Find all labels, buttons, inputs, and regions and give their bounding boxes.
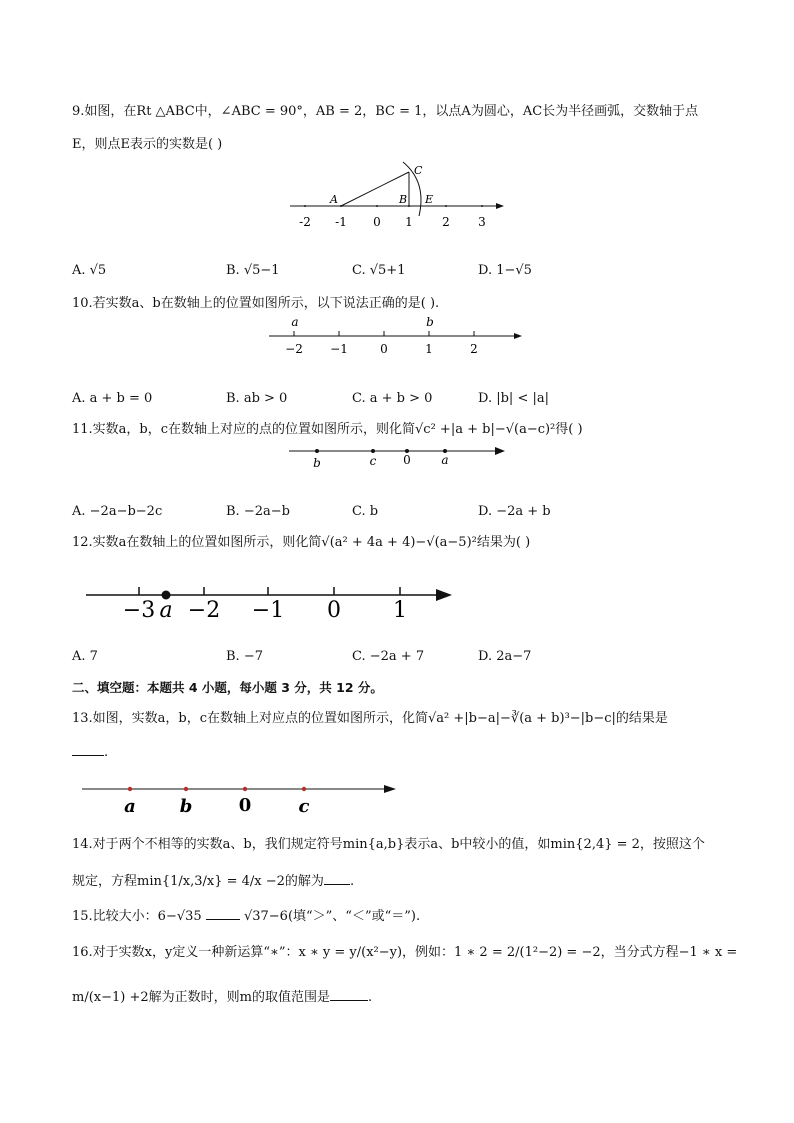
q14-stem-line2: 规定，方程min{1/x,3/x} = 4/x −2的解为 . [72, 874, 355, 889]
q9-tick-label: 0 [373, 215, 381, 229]
q9-tick-label: 1 [405, 215, 413, 229]
q11-option-d: D. −2a + b [478, 504, 551, 519]
q12-option-c: C. −2a + 7 [352, 649, 425, 664]
q13-point-label-a: a [124, 796, 136, 817]
q10-tick-label: 0 [380, 342, 388, 356]
answer-blank[interactable] [206, 907, 240, 920]
q9-stem-line1: 9.如图，在Rt △ABC中，∠ABC = 90°，AB = 2，BC = 1，以点A为圆心，AC长为半径画弧，交数轴于点 [72, 104, 699, 119]
q16-stem-line1: 16.对于实数x，y定义一种新运算“∗”：x ∗ y = y/(x²−y)，例如：1 ∗ 2 = 2/(1²−2) = −2，当分式方程−1 ∗ x = [72, 945, 738, 960]
q12-option-b: B. −7 [226, 649, 263, 664]
q10-tick-label: −2 [285, 342, 303, 356]
answer-blank[interactable] [330, 988, 368, 1001]
q10-point-label-b: b [426, 315, 434, 329]
q9-option-a: A. √5 [72, 263, 107, 278]
q12-tick-label: −2 [187, 598, 221, 623]
q10-option-a: A. a + b = 0 [72, 391, 153, 406]
q10-tick-label: −1 [330, 342, 348, 356]
q13-number-line-figure [78, 778, 400, 818]
q9-option-c: C. √5+1 [352, 263, 406, 278]
q12-tick-label: 0 [327, 598, 341, 623]
q9-option-d: D. 1−√5 [478, 263, 532, 278]
q9-option-b: B. √5−1 [226, 263, 280, 278]
q9-number-line-figure [285, 158, 510, 238]
q12-point-label-a: a [159, 598, 173, 623]
q10-stem: 10.若实数a、b在数轴上的位置如图所示，以下说法正确的是( ). [72, 296, 440, 311]
q11-option-a: A. −2a−b−2c [72, 504, 163, 519]
section-heading: 二、填空题：本题共 4 小题，每小题 3 分，共 12 分。 [72, 680, 383, 695]
q12-number-line-figure [82, 575, 457, 625]
q12-tick-label: −1 [251, 598, 285, 623]
q9-point-label-c: C [414, 164, 423, 177]
answer-blank[interactable] [324, 872, 350, 885]
q9-point-label-e: E [425, 193, 434, 206]
q16-stem-line2: m/(x−1) +2解为正数时，则m的取值范围是 . [72, 990, 373, 1005]
q9-point-label-a: A [330, 193, 338, 206]
q12-tick-label: −3 [122, 598, 156, 623]
q12-option-d: D. 2a−7 [478, 649, 532, 664]
q15-stem: 15.比较大小：6−√35 √37−6(填“＞”、“＜”或“＝”). [72, 909, 421, 924]
q11-point-label-b: b [313, 456, 321, 470]
q11-stem: 11.实数a，b，c在数轴上对应的点的位置如图所示，则化简√c² +|a + b|−√(a−c)²得( ) [72, 422, 583, 437]
answer-blank[interactable] [72, 743, 104, 756]
q9-tick-label: 3 [478, 215, 486, 229]
q10-number-line-figure [265, 313, 530, 358]
q9-point-label-b: B [399, 193, 408, 206]
q11-number-line-figure [285, 440, 510, 470]
q11-point-label-c: c [369, 454, 377, 468]
q13-stem-line1: 13.如图，实数a，b，c在数轴上对应点的位置如图所示，化简√a² +|b−a|−∛(a + b)³−|b−c|的结果是 [72, 711, 668, 726]
q10-tick-label: 2 [470, 342, 478, 356]
q12-tick-label: 1 [393, 598, 407, 623]
q10-point-label-a: a [291, 315, 299, 329]
q9-tick-label: -1 [335, 215, 347, 229]
q11-point-label-a: a [441, 453, 449, 467]
q10-option-c: C. a + b > 0 [352, 391, 433, 406]
q12-stem: 12.实数a在数轴上的位置如图所示，则化简√(a² + 4a + 4)−√(a−5)²结果为( ) [72, 535, 531, 550]
q13-point-label-zero: 0 [238, 795, 252, 816]
q10-option-d: D. |b| < |a| [478, 391, 549, 406]
q13-point-label-c: c [298, 796, 310, 817]
q11-option-b: B. −2a−b [226, 504, 290, 519]
q9-tick-label: 2 [442, 215, 450, 229]
q10-option-b: B. ab > 0 [226, 391, 288, 406]
q11-option-c: C. b [352, 504, 379, 519]
q9-stem-line2: E，则点E表示的实数是( ) [72, 137, 223, 152]
q10-tick-label: 1 [425, 342, 433, 356]
q14-stem-line1: 14.对于两个不相等的实数a、b，我们规定符号min{a,b}表示a、b中较小的值，如min{2,4} = 2，按照这个 [72, 837, 705, 852]
q13-point-label-b: b [179, 796, 193, 817]
q12-option-a: A. 7 [72, 649, 98, 664]
q11-point-label-zero: 0 [403, 453, 411, 467]
q9-tick-label: -2 [299, 215, 311, 229]
q13-stem-line2: . [72, 743, 722, 762]
